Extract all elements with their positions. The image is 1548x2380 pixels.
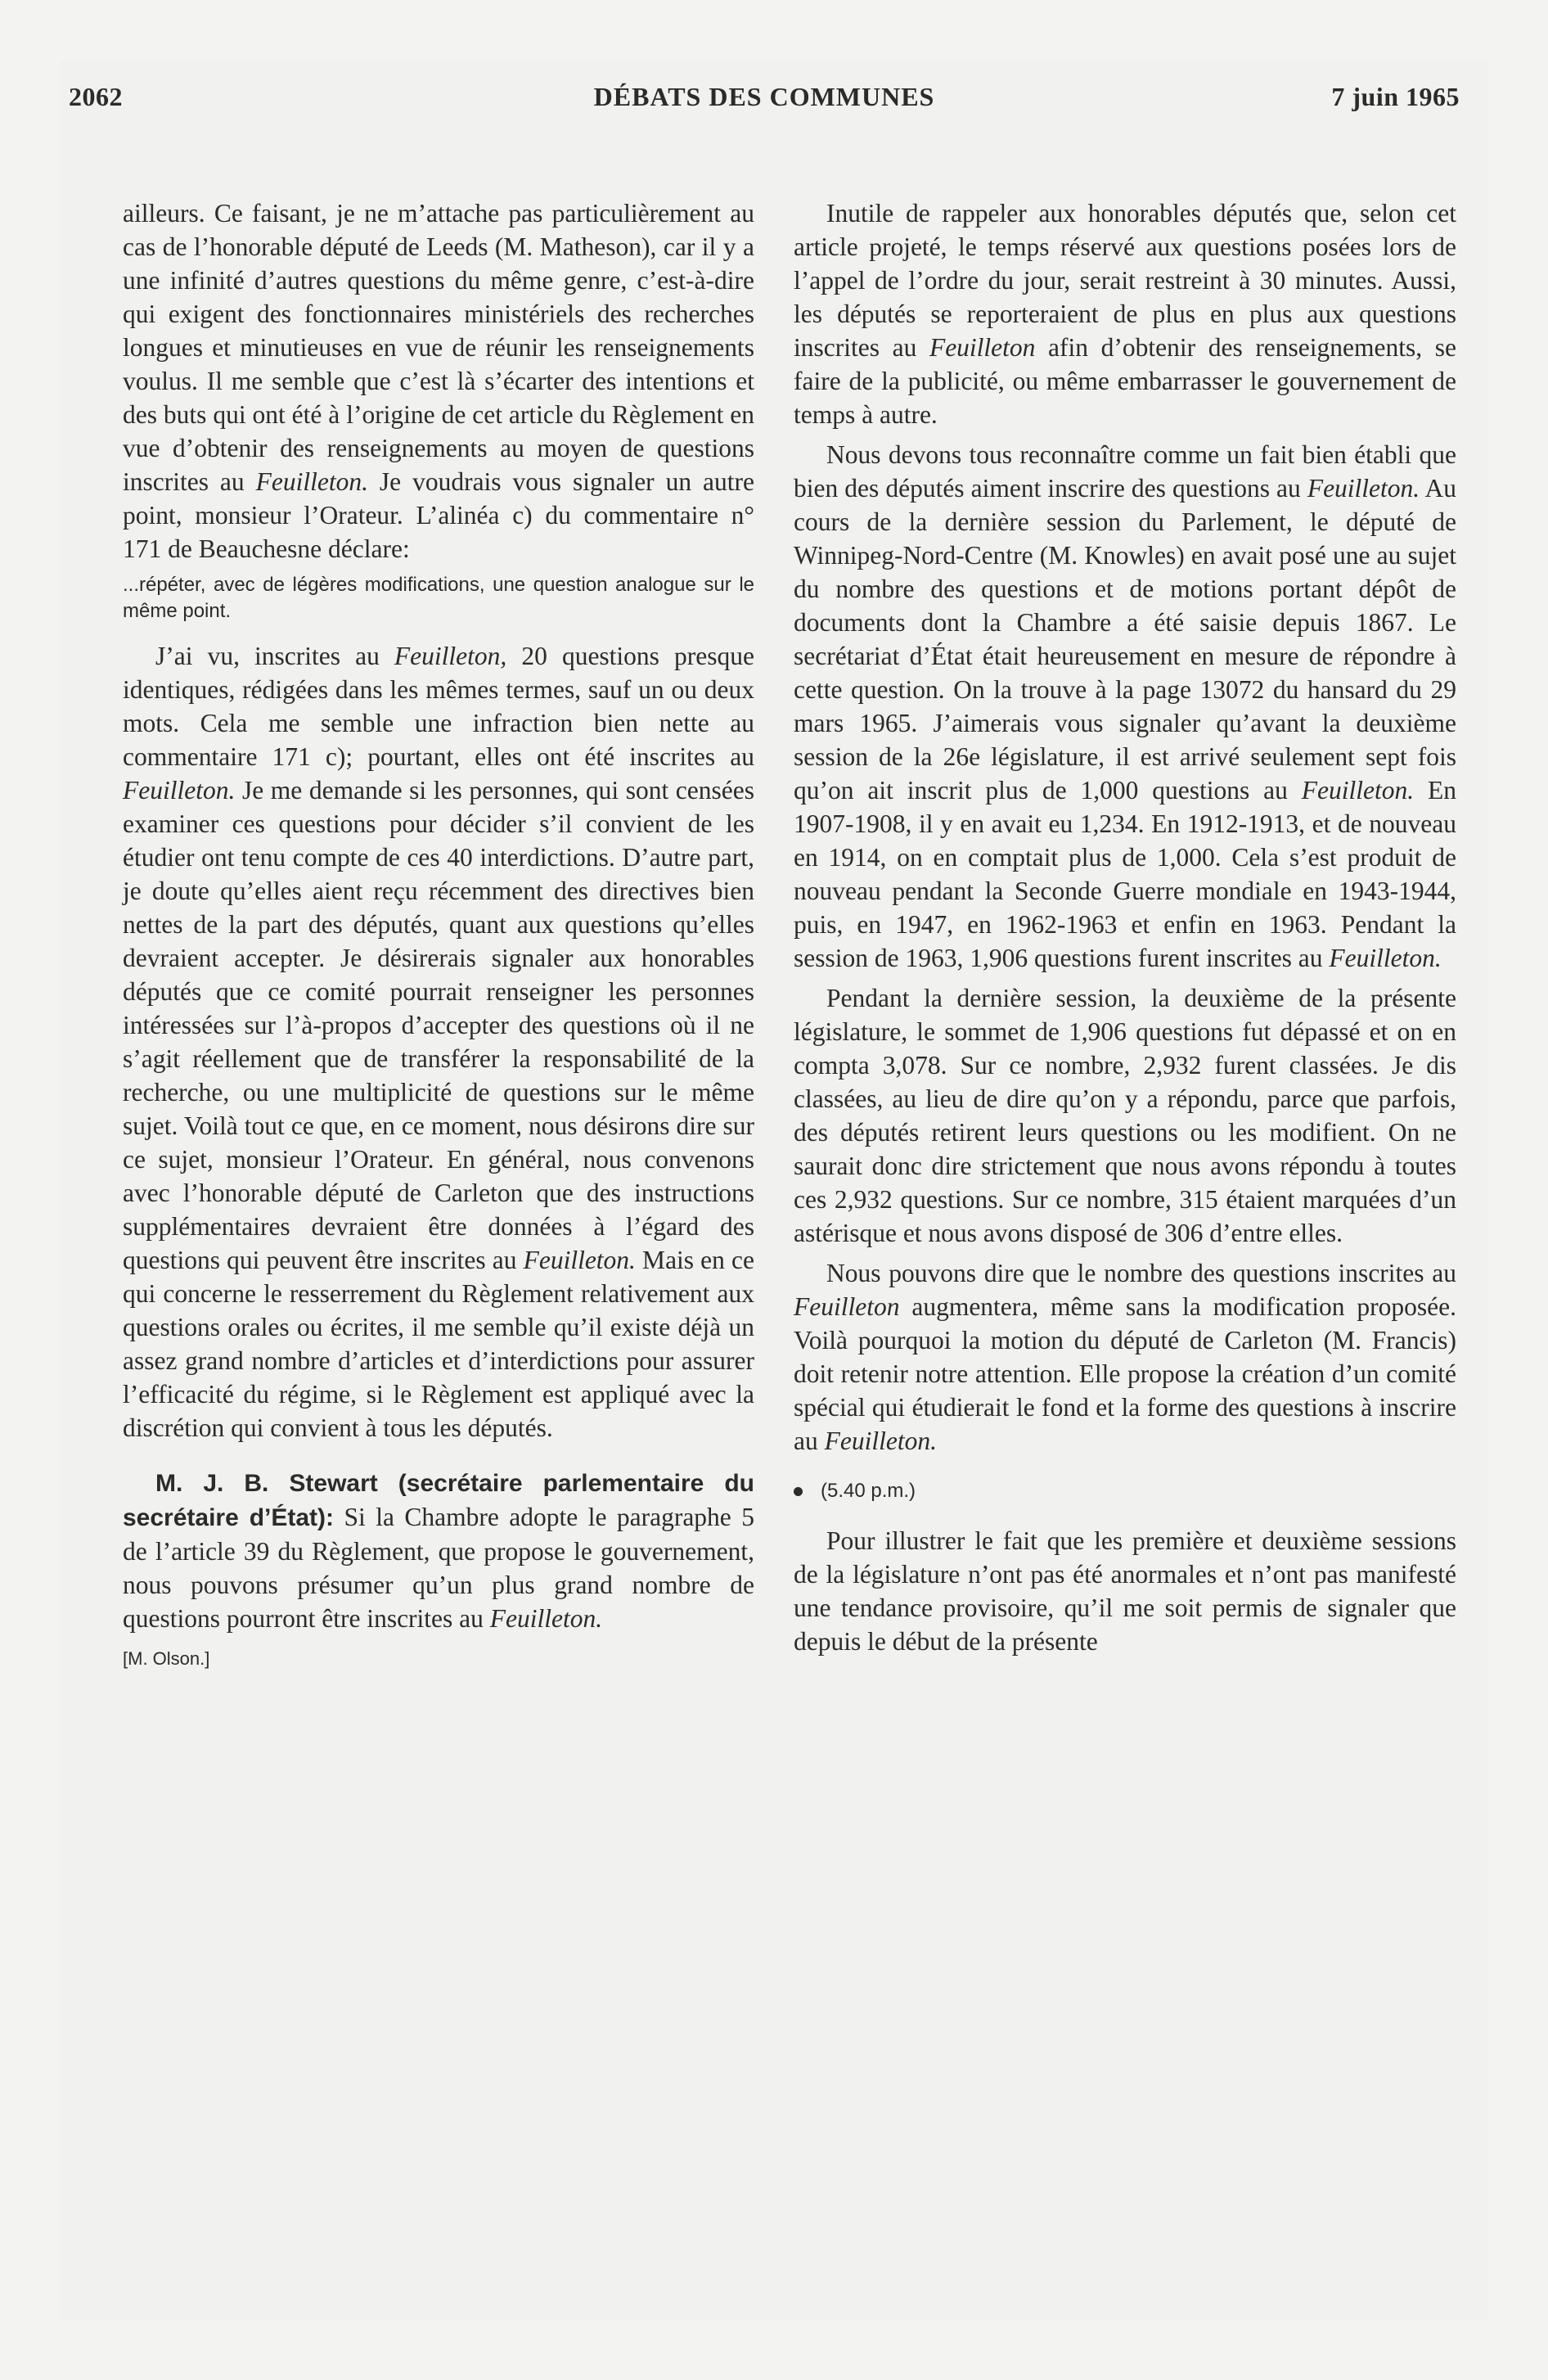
paragraph: Pour illustrer le fait que les première et deuxième sessions de la législature n’ont pas été anormales et n’ont pas manifesté une tendance provisoire, qu’il me soit permis de signaler que depuis le début de la présente — [794, 1526, 1456, 1656]
paragraph: M. J. B. Stewart (secrétaire parlementaire du secrétaire d’État): Si la Chambre adopte le paragraphe 5 de l’article 39 du Règlement, que propose le gouvernement, nous pouvons présumer qu’un plus grand nombre de questions pourront être inscrites au Feuilleton. — [123, 1470, 754, 1633]
speaker-name: M. J. B. Stewart (secrétaire parlementaire du secrétaire d’État): — [123, 1470, 754, 1531]
bullet-icon — [794, 1487, 803, 1496]
block-quote: ...répéter, avec de légères modifications, une question analogue sur le même point. — [123, 574, 754, 622]
right-column — [794, 196, 1456, 1665]
paragraph: Nous devons tous reconnaître comme un fait bien établi que bien des députés aiment inscrire des questions au Feuilleton. Au cours de la dernière session du Parlement, le député de Winnipeg-Nord-Centre (M. Knowles) en avait posé une au sujet du nombre des questions et de motions portant dépôt de documents dont la Chambre a été saisie depuis 1867. Le secrétariat d’État était heureusement en mesure de répondre à cette question. On la trouve à la page 13072 du hansard du 29 mars 1965. J’aimerais vous signaler qu’avant la deuxième session de la 26e législature, il est arrivé seulement sept fois qu’on ait inscrit plus de 1,000 questions au Feuilleton. En 1907-1908, il y en avait eu 1,234. En 1912-1913, et de nouveau en 1914, on en comptait plus de 1,000. Cela s’est produit de nouveau pendant la Seconde Guerre mondiale en 1943-1944, puis, en 1947, en 1962-1963 et enfin en 1963. Pendant la session de 1963, 1,906 questions furent inscrites au Feuilleton. — [794, 440, 1457, 972]
paragraph: Nous pouvons dire que le nombre des questions inscrites au Feuilleton augmentera, même sans la modification proposée. Voilà pourquoi la motion du député de Carleton (M. Francis) doit retenir notre attention. Elle propose la création d’un comité spécial qui étudierait le fond et la forme des questions à inscrire au Feuilleton. — [794, 1259, 1456, 1455]
speaker-reference: [M. Olson.] — [123, 1648, 210, 1669]
left-column — [123, 196, 754, 1682]
paragraph: Inutile de rappeler aux honorables députés que, selon cet article projeté, le temps réservé aux questions posées lors de l’appel de l’ordre du jour, serait restreint à 30 minutes. Aussi, les députés se reporteraient de plus en plus aux questions inscrites au Feuilleton afin d’obtenir des renseignements, se faire de la publicité, ou même embarrasser le gouvernement de temps à autre. — [794, 199, 1456, 429]
page-header — [69, 82, 1460, 123]
paragraph: Pendant la dernière session, la deuxième de la présente législature, le sommet de 1,906 questions fut dépassé et on en compta 3,078. Sur ce nombre, 2,932 furent classées. Je dis classées, au lieu de dire qu’on y a répondu, parce que parfois, des députés retirent leurs questions ou les modifient. On ne saurait donc dire strictement que nous avons répondu à toutes ces 2,932 questions. Sur ce nombre, 315 étaient marquées d’un astérisque et nous avons disposé de 306 d’entre elles. — [794, 984, 1456, 1247]
page-date: 7 juin 1965 — [1331, 82, 1460, 111]
paragraph: ailleurs. Ce faisant, je ne m’attache pas particulièrement au cas de l’honorable député de Leeds (M. Matheson), car il y a une infinité d’autres questions du même genre, c’est-à-dire qui exigent des fonctionnaires ministériels des recherches longues et minutieuses en vue de réunir les renseignements voulus. Il me semble que c’est là s’écarter des intentions et des buts qui ont été à l’origine de cet article du Règlement en vue d’obtenir des renseignements au moyen de questions inscrites au Feuilleton. Je voudrais vous signaler un autre point, monsieur l’Orateur. L’alinéa c) du commentaire n° 171 de Beauchesne déclare: — [123, 199, 754, 563]
page-title: DÉBATS DES COMMUNES — [593, 82, 935, 111]
page-number: 2062 — [69, 82, 123, 111]
time-stamp: (5.40 p.m.) — [794, 1474, 1456, 1508]
paragraph: J’ai vu, inscrites au Feuilleton, 20 questions presque identiques, rédigées dans les mêmes termes, sauf un ou deux mots. Cela me semble une infraction bien nette au commentaire 171 c); pourtant, elles ont été inscrites au Feuilleton. Je me demande si les personnes, qui sont censées examiner ces questions pour décider s’il convient de les étudier ont tenu compte de ces 40 interdictions. D’autre part, je doute qu’elles aient reçu récemment des directives bien nettes de la part des députés, quant aux questions qu’elles devraient accepter. Je désirerais signaler aux honorables députés que ce comité pourrait renseigner les personnes intéressées sur l’à-propos d’accepter des questions où il ne s’agit réellement que de transférer la responsabilité de la recherche, ou une multiplicité de questions sur le même sujet. Voilà tout ce que, en ce moment, nous désirons dire sur ce sujet, monsieur l’Orateur. En général, nous convenons avec l’honorable député de Carleton que des instructions supplémentaires devraient être données à l’égard des questions qui peuvent être inscrites au Feuilleton. Mais en ce qui concerne le resserrement du Règlement relativement aux questions orales ou écrites, il me semble qu’il existe déjà un assez grand nombre d’articles et d’interdictions pour assurer l’efficacité du régime, si le Règlement est appliqué avec la discrétion qui convient à tous les députés. — [123, 642, 754, 1442]
